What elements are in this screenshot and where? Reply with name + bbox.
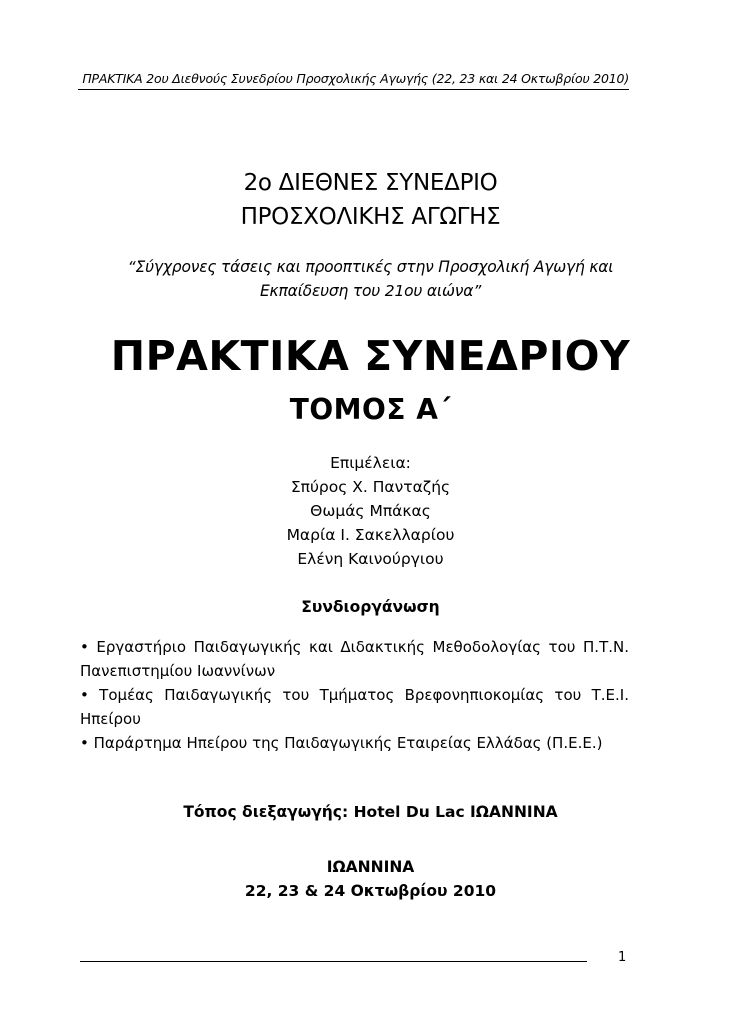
editor-name: Μαρία Ι. Σακελλαρίου	[286, 526, 455, 544]
conference-title-line-2: ΠΡΟΣΧΟΛΙΚΗΣ ΑΓΩΓΗΣ	[240, 204, 501, 230]
coorganization-list	[80, 635, 629, 755]
editors-label: Επιμέλεια:	[330, 454, 411, 472]
coorganization-item: • Τομέας Παιδαγωγικής του Τμήματος Βρεφονηπιοκομίας του Τ.Ε.Ι. Ηπείρου	[80, 686, 629, 728]
conference-theme-line-1: “Σύγχρονες τάσεις και προοπτικές στην Προσχολική Αγωγή και	[127, 258, 614, 276]
coorganization-item: • Παράρτημα Ηπείρου της Παιδαγωγικής Εταιρείας Ελλάδας (Π.Ε.Ε.)	[80, 734, 603, 752]
editor-name: Σπύρος Χ. Πανταζής	[290, 478, 451, 496]
proceedings-title: ΠΡΑΚΤΙΚΑ ΣΥΝΕΔΡΙΟΥ	[110, 332, 631, 380]
header-rule	[78, 89, 629, 90]
page-number: 1	[618, 950, 627, 965]
running-header: ΠΡΑΚΤΙΚΑ 2ου Διεθνούς Συνεδρίου Προσχολικής Αγωγής (22, 23 και 24 Οκτωβρίου 2010)	[82, 71, 629, 86]
editor-name: Θωμάς Μπάκας	[310, 502, 431, 520]
city: ΙΩΑΝΝΙΝΑ	[326, 858, 415, 876]
volume-label: ΤΟΜΟΣ Α΄	[289, 393, 452, 426]
conference-title-line-1: 2ο ΔΙΕΘΝΕΣ ΣΥΝΕΔΡΙΟ	[243, 170, 498, 196]
coorganization-item: • Εργαστήριο Παιδαγωγικής και Διδακτικής Μεθοδολογίας του Π.Τ.Ν. Πανεπιστημίου Ιωαννίνων	[80, 638, 629, 680]
coorganization-heading: Συνδιοργάνωση	[301, 598, 440, 616]
editor-name: Ελένη Καινούργιου	[297, 550, 444, 568]
footer-rule	[80, 961, 587, 962]
conference-theme-line-2: Εκπαίδευση του 21ου αιώνα”	[259, 282, 482, 300]
dates: 22, 23 & 24 Οκτωβρίου 2010	[244, 882, 497, 900]
venue: Τόπος διεξαγωγής: Hotel Du Lac ΙΩΑΝΝΙΝΑ	[183, 803, 558, 821]
